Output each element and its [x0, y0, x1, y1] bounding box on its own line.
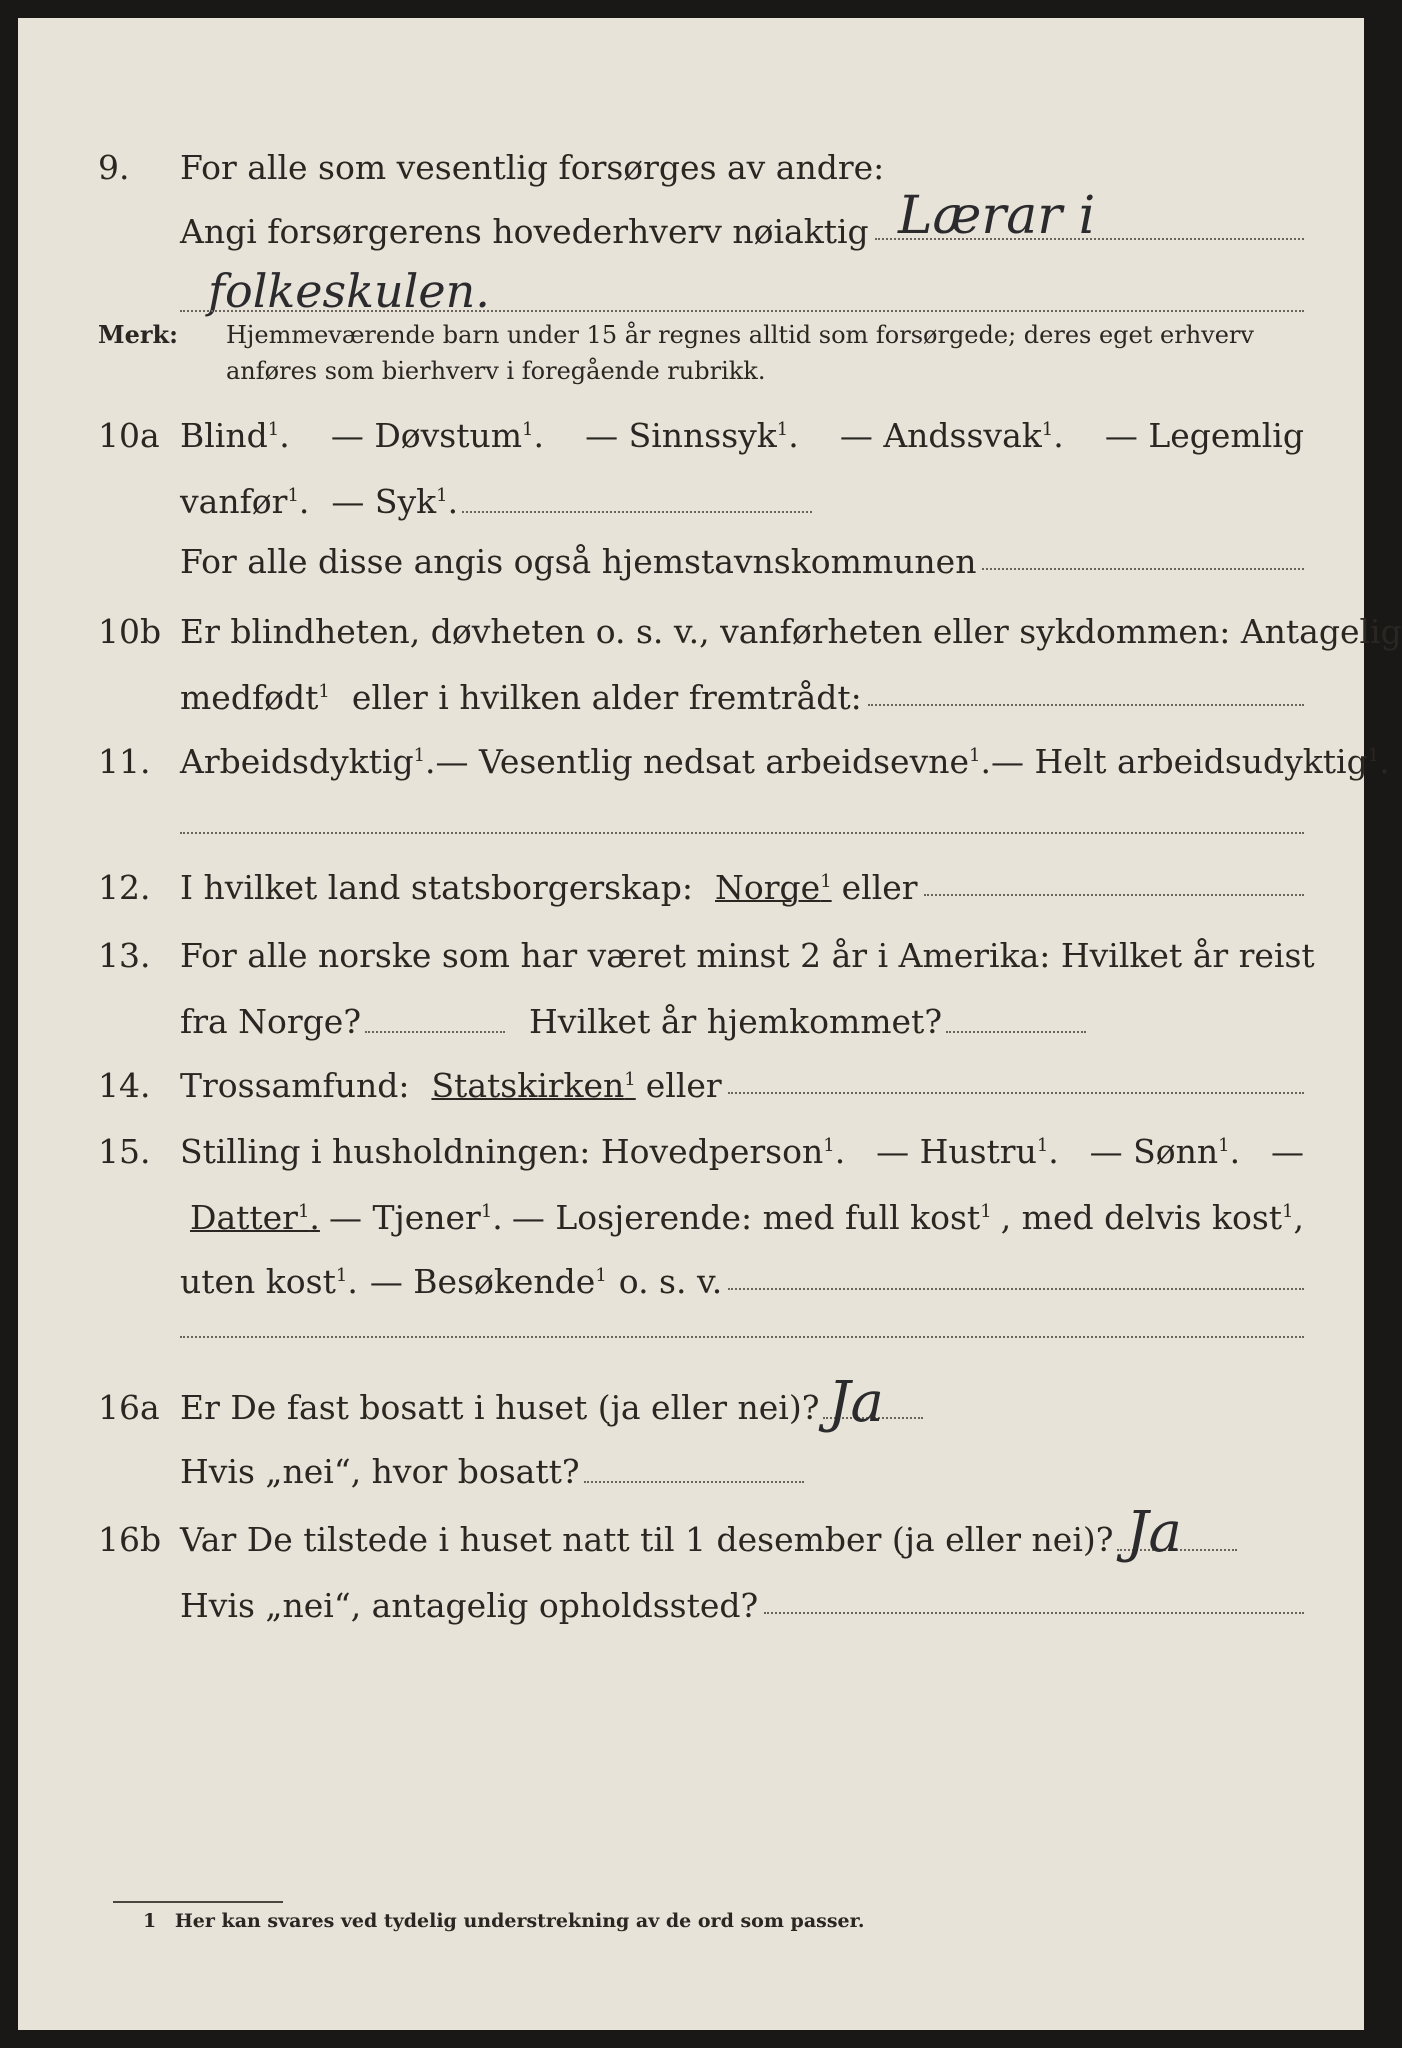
q16b-line2 — [18, 1584, 1364, 1628]
q10b-line2 — [18, 676, 1364, 720]
q13-reist-field[interactable] — [365, 1003, 505, 1033]
option-sinnssyk[interactable]: — Sinnssyk$^1$. — [585, 416, 799, 455]
q12-number: 12. — [98, 868, 151, 907]
q13-number: 13. — [98, 936, 151, 975]
q13-hjemkommet-label: Hvilket år hjemkommet? — [529, 1002, 943, 1041]
q15-answer-line[interactable] — [728, 1260, 1304, 1290]
q12-answer-line[interactable] — [924, 866, 1304, 896]
option-hovedperson[interactable]: Stilling i husholdningen: Hovedperson$^1$. — [180, 1132, 846, 1171]
q14-answer-line[interactable] — [728, 1064, 1304, 1094]
q15-line3 — [18, 1260, 1364, 1304]
q14-eller: eller — [645, 1066, 722, 1105]
census-form-page — [18, 18, 1402, 2030]
option-statskirken-underlined[interactable]: Statskirken$^1$ — [431, 1066, 636, 1105]
q16b-text-line2: Hvis „nei“, antagelig opholdssted? — [180, 1586, 759, 1625]
q9-number: 9. — [98, 148, 130, 187]
q15-line1 — [18, 1130, 1364, 1174]
q14-line1 — [18, 1064, 1364, 1108]
q10a-line2 — [18, 480, 1364, 524]
q10a-text-line3: For alle disse angis også hjemstavnskommunen — [180, 542, 977, 581]
q13-line2 — [18, 1000, 1364, 1044]
q13-line1 — [18, 934, 1364, 978]
option-blind[interactable]: Blind$^1$. — [180, 416, 290, 455]
q9-line1 — [18, 146, 1364, 190]
option-legemlig[interactable]: — Legemlig — [1104, 416, 1304, 455]
option-hustru[interactable]: — Hustru$^1$. — [876, 1132, 1059, 1171]
option-tjener[interactable]: — Tjener$^1$. — [328, 1198, 503, 1237]
q10a-answer-line[interactable] — [462, 483, 812, 513]
q16a-handwritten-ja: Ja — [828, 1370, 884, 1435]
q16a-number: 16a — [98, 1388, 160, 1427]
q16b-opholdssted-field[interactable] — [764, 1584, 1304, 1614]
footnote-text: Her kan svares ved tydelig understrekning av de ord som passer. — [174, 1910, 865, 1932]
option-full-kost[interactable]: — Losjerende: med full kost$^1$ — [511, 1198, 992, 1237]
q10b-text-line2: eller i hvilken alder fremtrådt: — [351, 678, 862, 717]
q16a-text-line2: Hvis „nei“, hvor bosatt? — [180, 1452, 580, 1491]
footnote-rule — [113, 1901, 283, 1903]
q10a-line1 — [18, 414, 1364, 458]
option-datter-underlined[interactable]: Datter$^1$. — [190, 1198, 320, 1237]
q10b-answer-line[interactable] — [868, 676, 1304, 706]
q10a-number: 10a — [98, 416, 160, 455]
footnote-mark: 1 — [143, 1910, 157, 1932]
q15-osv: o. s. v. — [618, 1262, 723, 1301]
q16b-handwritten-ja: Ja — [1126, 1500, 1182, 1565]
q11-answer-line[interactable] — [180, 830, 1304, 834]
q14-number: 14. — [98, 1066, 151, 1105]
q15-number: 15. — [98, 1132, 151, 1171]
q13-text-line1: For alle norske som har været minst 2 år i Amerika: Hvilket år reist — [180, 936, 1315, 975]
q9-text-line2: Angi forsørgerens hovederhverv nøiaktig — [180, 212, 869, 251]
option-dovstum[interactable]: — Døvstum$^1$. — [330, 416, 544, 455]
q16b-text-line1: Var De tilstede i huset natt til 1 desember (ja eller nei)? — [180, 1520, 1114, 1559]
footnote — [143, 1910, 865, 1932]
q9-handwritten-answer-2: folkeskulen. — [208, 264, 490, 318]
q10a-line3 — [18, 540, 1364, 584]
merk-line2 — [18, 354, 1364, 398]
q12-eller: eller — [841, 868, 918, 907]
option-nedsat-arbeidsevne[interactable]: — Vesentlig nedsat arbeidsevne$^1$. — [435, 742, 991, 781]
q10b-line1 — [18, 610, 1402, 654]
q9-line2 — [18, 210, 1364, 254]
option-vanfor[interactable]: vanfør$^1$. — [180, 482, 310, 521]
merk-text-line1: Hjemmeværende barn under 15 år regnes alltid som forsørgede; deres eget erhverv — [226, 321, 1254, 349]
q15-dash: — — [1270, 1132, 1304, 1171]
option-andssvak[interactable]: — Andssvak$^1$. — [839, 416, 1064, 455]
q16b-number: 16b — [98, 1520, 162, 1559]
option-delvis-kost[interactable]: , med delvis kost$^1$, — [1000, 1198, 1304, 1237]
q13-hjemkommet-field[interactable] — [946, 1003, 1086, 1033]
merk-text-line2: anføres som bierhverv i foregående rubrikk. — [226, 357, 766, 385]
q9-answer-line-2[interactable] — [180, 308, 1304, 312]
option-arbeidsdyktig[interactable]: Arbeidsdyktig$^1$. — [180, 742, 436, 781]
q9-text-line1: For alle som vesentlig forsørges av andre: — [180, 148, 885, 187]
option-besokende[interactable]: — Besøkende$^1$ — [369, 1262, 607, 1301]
q12-text: I hvilket land statsborgerskap: — [180, 868, 694, 907]
option-norge-underlined[interactable]: Norge$^1$ — [715, 868, 832, 907]
q14-text: Trossamfund: — [180, 1066, 410, 1105]
hjemstavnskommune-field[interactable] — [982, 540, 1304, 570]
q10b-number: 10b — [98, 612, 162, 651]
q15-answer-line-2[interactable] — [180, 1334, 1304, 1338]
q12-line1 — [18, 866, 1364, 910]
option-syk[interactable]: — Syk$^1$. — [331, 482, 459, 521]
q16a-line2 — [18, 1450, 1364, 1494]
option-arbeidsudyktig[interactable]: — Helt arbeidsudyktig$^1$. — [990, 742, 1390, 781]
q16a-line1 — [18, 1386, 1364, 1430]
option-medfodt[interactable]: medfødt$^1$ — [180, 678, 330, 717]
q10b-text-line1: Er blindheten, døvheten o. s. v., vanførheten eller sykdommen: Antagelig — [180, 612, 1402, 651]
q15-line2 — [18, 1196, 1364, 1240]
q16a-text-line1: Er De fast bosatt i huset (ja eller nei)? — [180, 1388, 820, 1427]
q16a-bosatt-field[interactable] — [584, 1453, 804, 1483]
q9-handwritten-answer-1: Lærar i — [898, 186, 1096, 246]
merk-label: Merk: — [98, 320, 178, 349]
q11-line1 — [18, 740, 1390, 784]
q11-number: 11. — [98, 742, 151, 781]
option-sonn[interactable]: — Sønn$^1$. — [1089, 1132, 1241, 1171]
option-uten-kost[interactable]: uten kost$^1$. — [180, 1262, 358, 1301]
q13-reist-label: fra Norge? — [180, 1002, 362, 1041]
